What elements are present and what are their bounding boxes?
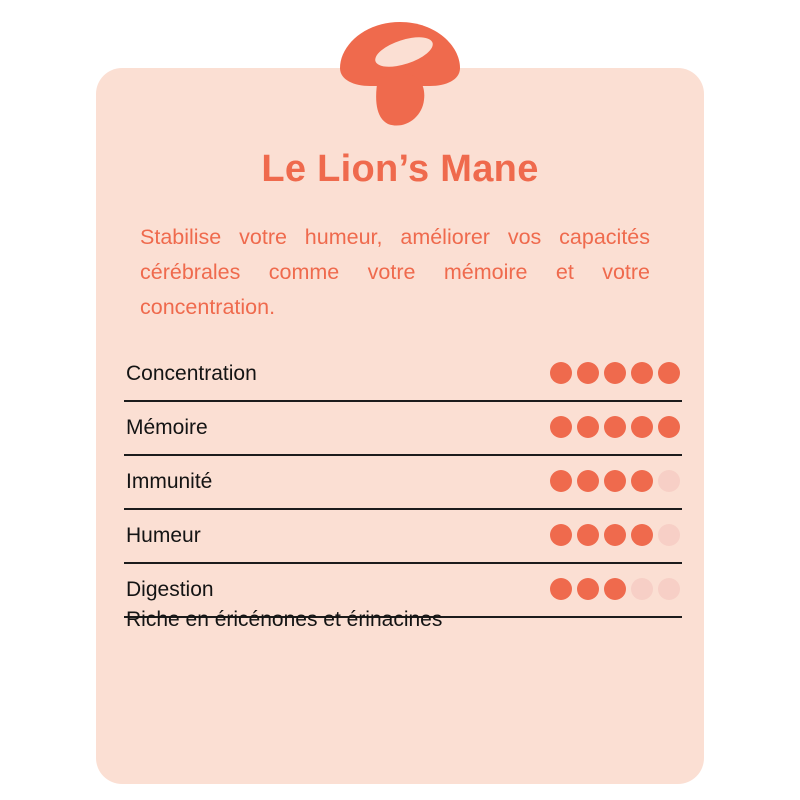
rating-dot [577, 578, 599, 600]
rating-dot [550, 416, 572, 438]
page-title: Le Lion’s Mane [261, 148, 539, 190]
rating-row-concentration [124, 348, 682, 402]
rating-dot [550, 578, 572, 600]
rating-dot [604, 470, 626, 492]
rating-dot-empty [658, 578, 680, 600]
rating-label: Immunité [126, 470, 213, 493]
rating-dot [577, 416, 599, 438]
rating-label: Digestion [126, 578, 214, 601]
rating-dot-empty [658, 524, 680, 546]
rating-dots [550, 524, 682, 548]
rating-dot [631, 362, 653, 384]
rating-dot [550, 362, 572, 384]
rating-dot-empty [658, 470, 680, 492]
rating-dots [550, 362, 682, 386]
rating-dot [631, 470, 653, 492]
rating-row-memoire [124, 402, 682, 456]
rating-dot [631, 416, 653, 438]
rating-dot [604, 362, 626, 384]
rating-dots [550, 578, 682, 602]
rating-dots [550, 470, 682, 494]
rating-dot [577, 470, 599, 492]
card-description: Stabilise votre humeur, améliorer vos capacités cérébrales comme votre mémoire et votre concentration. [140, 225, 650, 319]
rating-dot [550, 470, 572, 492]
rating-dot-empty [631, 578, 653, 600]
mushroom-icon [330, 18, 470, 128]
rating-dot [604, 578, 626, 600]
rating-label: Mémoire [126, 416, 208, 439]
rating-row-humeur [124, 510, 682, 564]
rating-dot [604, 524, 626, 546]
rating-row-immunite [124, 456, 682, 510]
rating-dots [550, 416, 682, 440]
rating-dot [604, 416, 626, 438]
ratings-list [124, 348, 682, 618]
rating-dot [550, 524, 572, 546]
rating-dot [577, 524, 599, 546]
rating-dot [577, 362, 599, 384]
rating-label: Concentration [126, 362, 257, 385]
rating-dot [658, 362, 680, 384]
rating-dot [631, 524, 653, 546]
rating-dot [658, 416, 680, 438]
card-footer-note: Riche en éricénones et érinacines [126, 608, 443, 631]
rating-label: Humeur [126, 524, 201, 547]
